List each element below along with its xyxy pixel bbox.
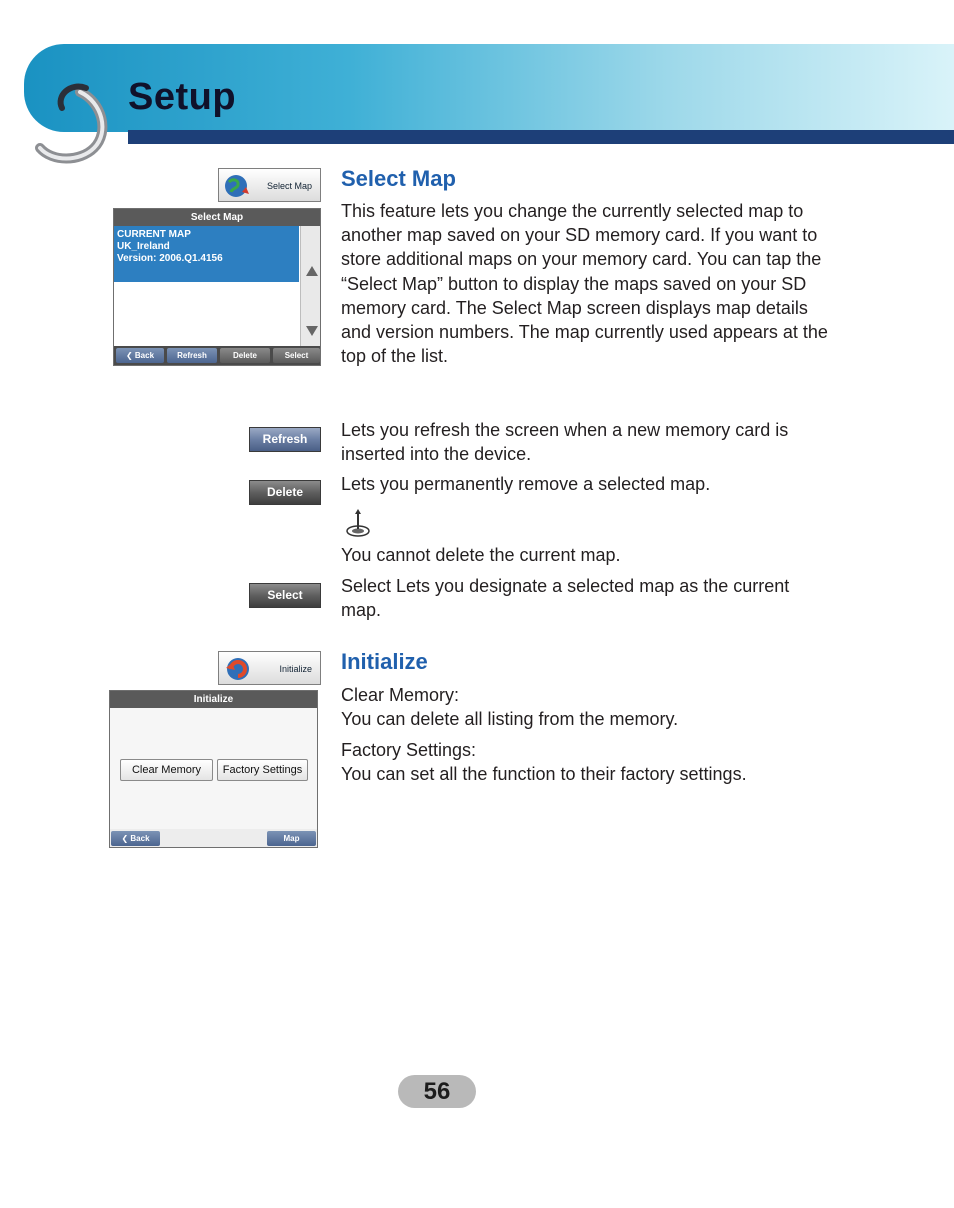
initialize-button-label: Initialize <box>279 664 312 674</box>
initialize-heading: Initialize <box>341 649 428 674</box>
chevron-left-icon: ❮ <box>121 834 131 843</box>
select-description: Select Lets you designate a selected map as the current map. <box>341 576 790 621</box>
delete-description: Lets you permanently remove a selected map. <box>341 474 711 494</box>
page-title: Setup <box>128 76 237 118</box>
header-underline <box>128 130 954 144</box>
select-map-screen-title: Select Map <box>114 209 320 226</box>
initialize-toolbar <box>110 829 317 848</box>
clear-memory-description: You can delete all listing from the memory. <box>341 709 679 729</box>
select-map-heading: Select Map <box>341 166 456 191</box>
note-icon <box>345 508 371 538</box>
back-button[interactable] <box>111 831 160 846</box>
back-button[interactable] <box>116 348 164 363</box>
chevron-left-icon: ❮ <box>125 351 135 360</box>
initialize-screen-title: Initialize <box>110 691 317 708</box>
clear-memory-button[interactable]: Clear Memory <box>120 759 213 781</box>
current-map-item[interactable] <box>114 226 299 282</box>
scroll-down-icon[interactable] <box>306 326 318 336</box>
scroll-up-icon[interactable] <box>306 266 318 276</box>
refresh-button-small[interactable]: Refresh <box>167 348 217 363</box>
delete-button-small[interactable]: Delete <box>220 348 270 363</box>
select-map-screen <box>113 208 321 366</box>
list-scrollbar[interactable] <box>300 226 321 346</box>
select-map-toolbar <box>114 346 320 365</box>
select-map-button-label: Select Map <box>266 181 312 191</box>
initialize-screen <box>109 690 318 848</box>
globe-icon <box>223 172 251 200</box>
map-button[interactable]: Map <box>267 831 316 846</box>
clear-memory-title: Clear Memory: <box>341 685 460 705</box>
delete-button[interactable]: Delete <box>249 480 321 505</box>
factory-settings-title: Factory Settings: <box>341 740 477 760</box>
initialize-button[interactable] <box>218 651 321 685</box>
factory-settings-description: You can set all the function to their factory settings. <box>341 764 747 784</box>
delete-note: You cannot delete the current map. <box>341 545 621 565</box>
back-button-label: Back <box>134 351 155 360</box>
current-map-line: CURRENT MAP <box>117 229 191 240</box>
refresh-button[interactable]: Refresh <box>249 427 321 452</box>
reset-icon <box>223 655 253 683</box>
select-map-button[interactable] <box>218 168 321 202</box>
current-map-line: Version: 2006.Q1.4156 <box>117 253 223 264</box>
factory-settings-button[interactable]: Factory Settings <box>217 759 308 781</box>
back-button-label: Back <box>130 834 150 843</box>
select-button-small[interactable]: Select <box>273 348 320 363</box>
ring-icon <box>16 78 112 164</box>
current-map-line: UK_Ireland <box>117 241 170 252</box>
page-number: 56 <box>398 1075 476 1108</box>
select-button[interactable]: Select <box>249 583 321 608</box>
refresh-description: Lets you refresh the screen when a new memory card is inserted into the device. <box>341 420 789 465</box>
select-map-description: This feature lets you change the currently selected map to another map saved on your SD memory card. If you want to store additional maps on your memory card. You can tap the “Select Map” button to display the maps saved on your SD memory card. The Select Map screen displays map details and version numbers. The map currently used appears at the top of the list. <box>341 201 828 367</box>
